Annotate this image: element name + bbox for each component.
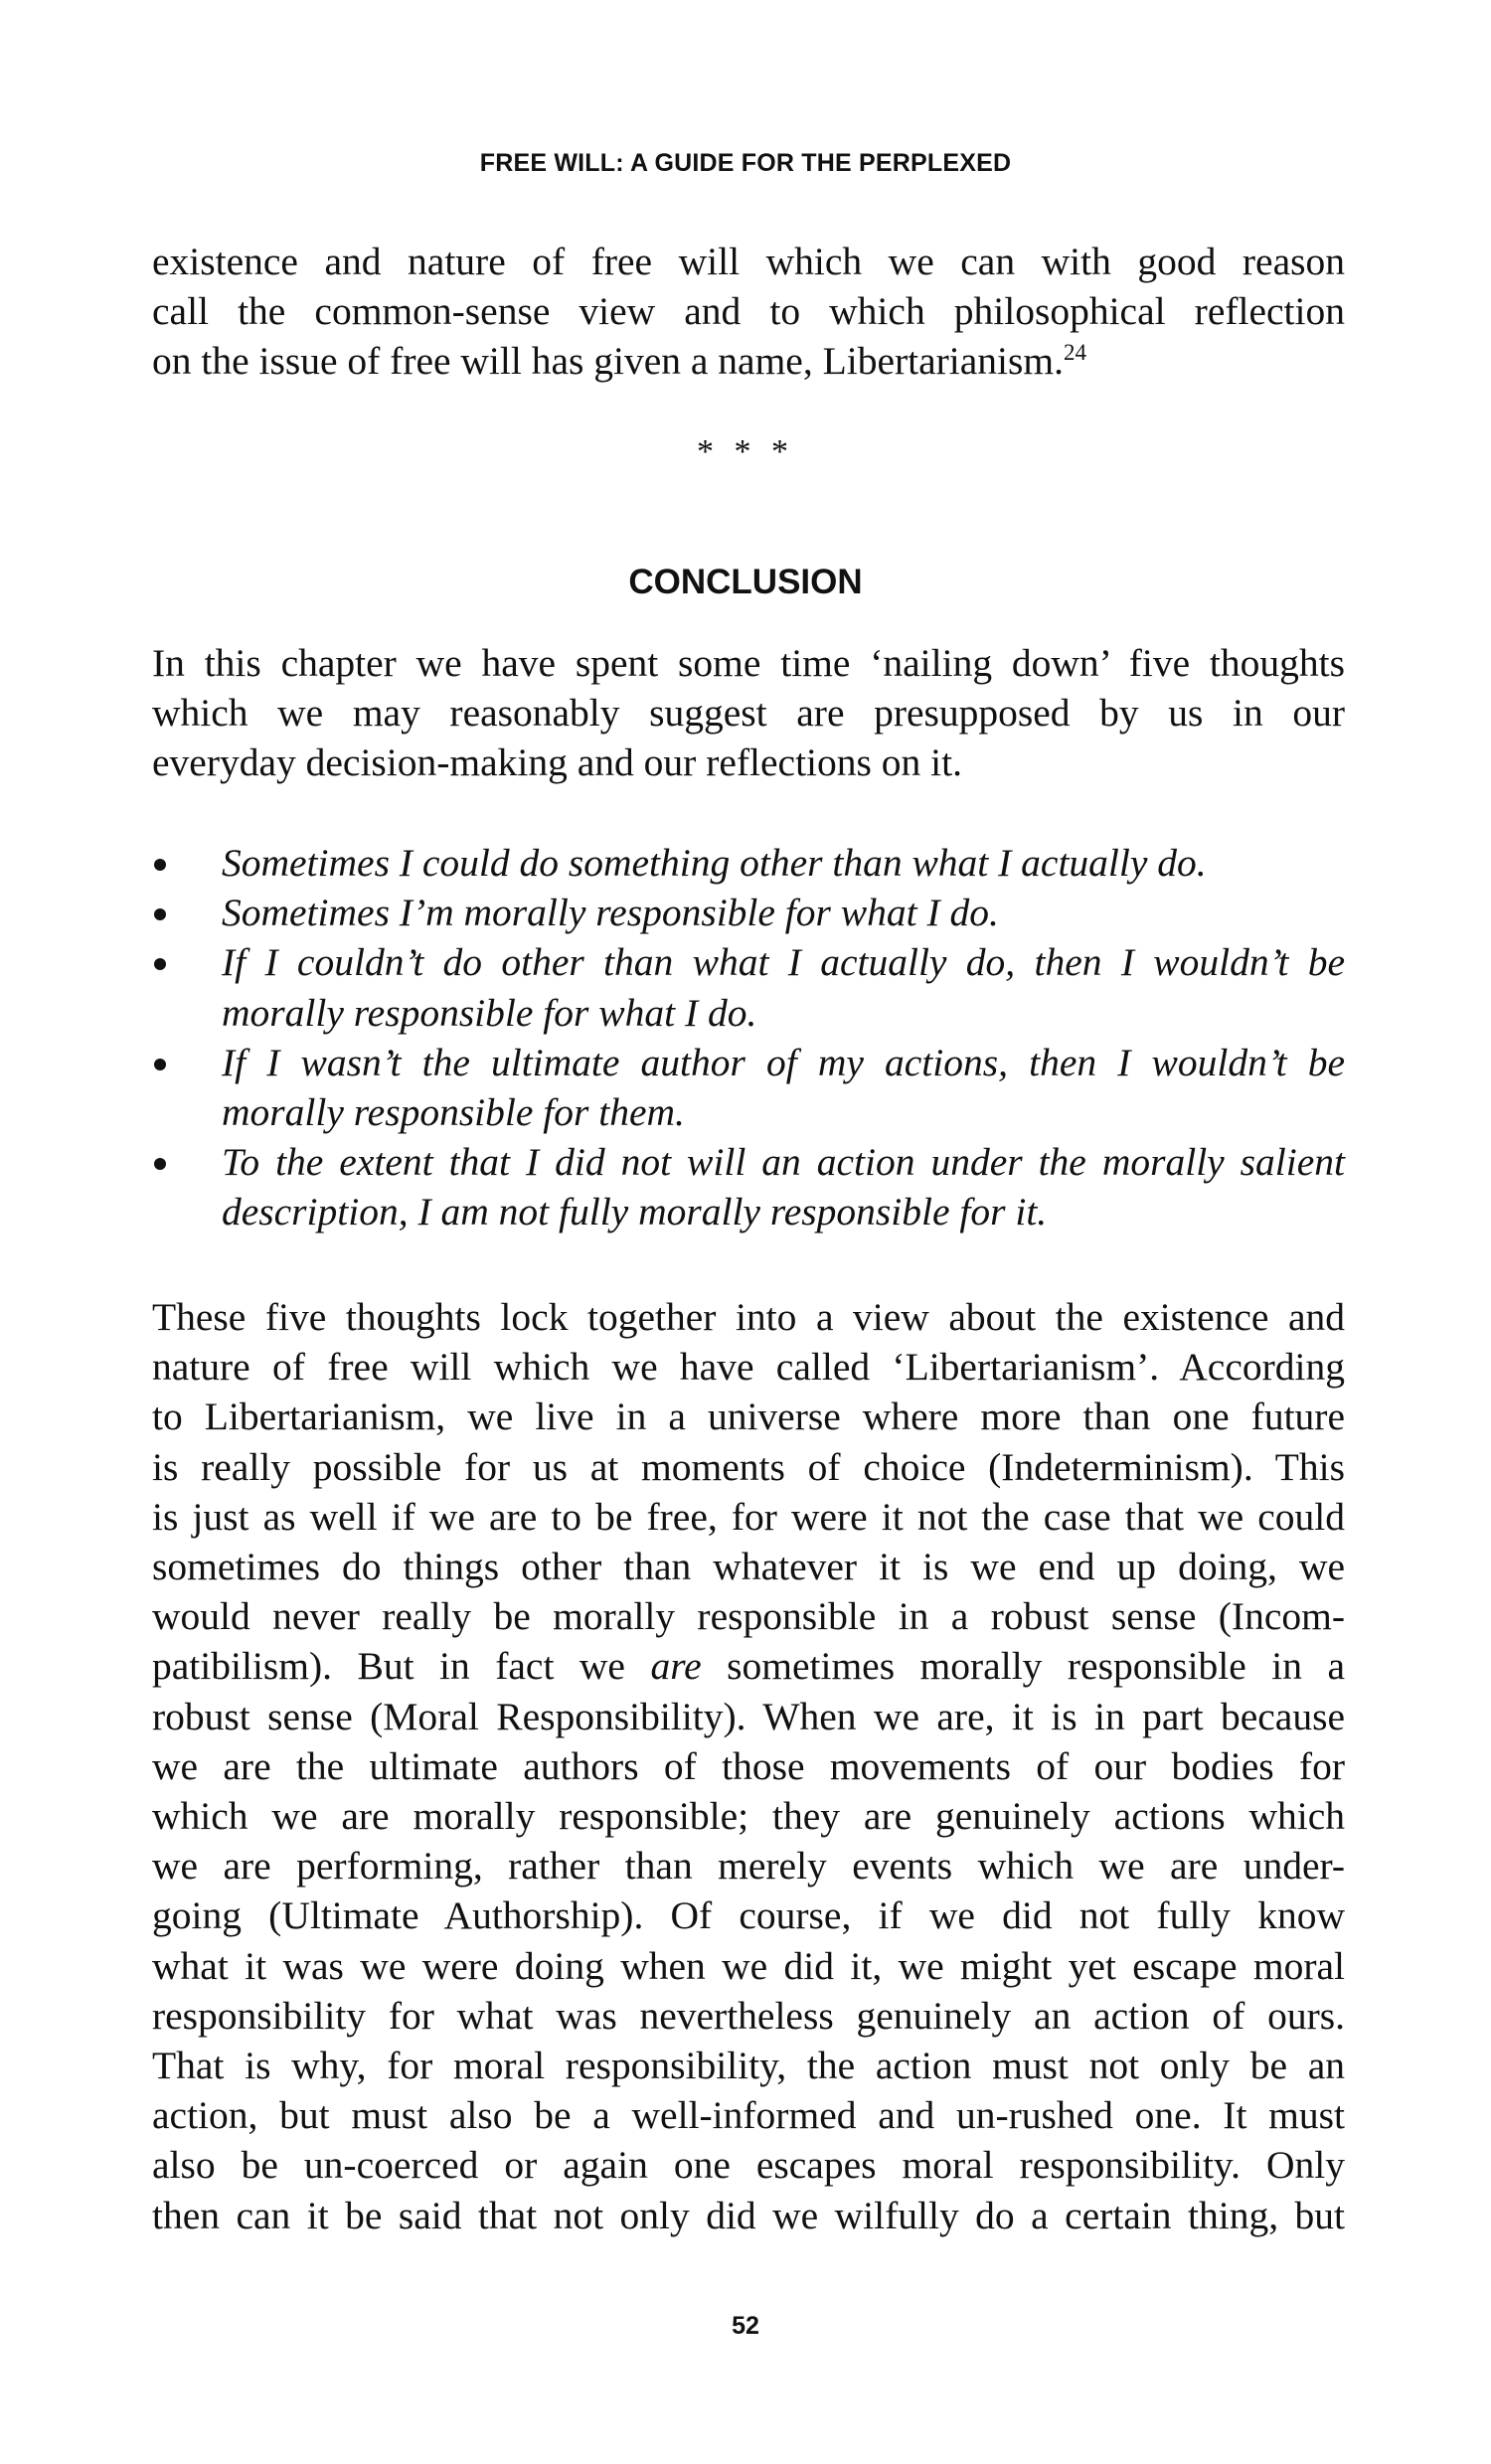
text-line: existence and nature of free will which we can with good reason (152, 240, 1345, 283)
text-line: description, I am not fully morally responsible for it. (222, 1190, 1048, 1234)
text-line: also be un-coerced or again one escapes moral responsibility. Only (152, 2143, 1345, 2188)
text-line: which we may reasonably suggest are presupposed by us in our (152, 691, 1345, 736)
text-line: morally responsible for what I do. (222, 990, 757, 1035)
text-line-content: on the issue of free will has given a name, Libertarianism. (152, 339, 1064, 384)
text-line: robust sense (Moral Responsibility). When we are, it is in part because (152, 1694, 1345, 1738)
text-line: Sometimes I’m morally responsible for what I do. (222, 891, 999, 935)
thoughts-list (152, 838, 1345, 1237)
bullet-icon (154, 1158, 166, 1170)
text-line: If I couldn’t do other than what I actually do, then I wouldn’t be (222, 940, 1345, 985)
text-line: action, but must also be a well-informed and un-rushed one. It must (152, 2093, 1345, 2138)
text-line: If I wasn’t the ultimate author of my actions, then I wouldn’t be (222, 1040, 1345, 1084)
running-head: FREE WILL: A GUIDE FOR THE PERPLEXED (479, 149, 1012, 177)
list-item (152, 838, 1345, 888)
text-line: morally responsible for them. (222, 1090, 685, 1135)
text-line: That is why, for moral responsibility, the action must not only be an (152, 2044, 1345, 2088)
list-item (152, 1038, 1345, 1137)
text-line (152, 1641, 1345, 1691)
text-line: would never really be morally responsible in a robust sense (Incom- (152, 1594, 1345, 1639)
text-line: is really possible for us at moments of choice (Indeterminism). This (152, 1444, 1345, 1489)
text-segment: patibilism). But in fact we (152, 1644, 651, 1689)
text-line: Sometimes I could do something other than what I actually do. (222, 841, 1207, 885)
bullet-icon (154, 908, 166, 920)
text-line: nature of free will which we have called ‘Libertarianism’. According (152, 1345, 1345, 1390)
text-segment: sometimes morally responsible in a (701, 1644, 1346, 1689)
text-line: we are performing, rather than merely events which we are under- (152, 1844, 1345, 1889)
text-line: we are the ultimate authors of those movements of our bodies for (152, 1743, 1345, 1788)
text-line: These five thoughts lock together into a view about the existence and (152, 1295, 1345, 1339)
list-item (152, 888, 1345, 937)
text-line: what it was we were doing when we did it, we might yet escape moral (152, 1943, 1345, 1988)
text-line: to Libertarianism, we live in a universe where more than one future (152, 1395, 1345, 1439)
section-heading: CONCLUSION (628, 563, 863, 601)
emphasis-text: are (650, 1644, 702, 1689)
text-line: which we are morally responsible; they are genuinely actions which (152, 1794, 1345, 1839)
bullet-icon (154, 1059, 166, 1070)
summary-paragraph (152, 1292, 1345, 2240)
text-line: In this chapter we have spent some time ‘nailing down’ five thoughts (152, 641, 1345, 685)
text-line: responsibility for what was nevertheless genuinely an action of ours. (152, 1993, 1345, 2038)
section-break: * * * (697, 433, 794, 470)
text-line (152, 336, 1345, 386)
text-line: is just as well if we are to be free, for were it not the case that we could (152, 1494, 1345, 1539)
list-item (152, 937, 1345, 1037)
intro-paragraph (152, 237, 1345, 387)
conclusion-intro-paragraph (152, 638, 1345, 788)
text-line: call the common-sense view and to which philosophical reflection (152, 289, 1345, 334)
bullet-icon (154, 958, 166, 970)
text-line: everyday decision-making and our reflections on it. (152, 740, 962, 785)
text-line: sometimes do things other than whatever it is we end up doing, we (152, 1545, 1345, 1589)
text-line: To the extent that I did not will an action under the morally salient (222, 1140, 1345, 1185)
text-line: going (Ultimate Authorship). Of course, if we did not fully know (152, 1893, 1345, 1938)
list-item (152, 1137, 1345, 1236)
text-line: then can it be said that not only did we wilfully do a certain thing, but (152, 2193, 1345, 2237)
bullet-icon (154, 859, 166, 871)
page-number: 52 (732, 2312, 759, 2340)
footnote-ref[interactable]: 24 (1064, 340, 1086, 366)
